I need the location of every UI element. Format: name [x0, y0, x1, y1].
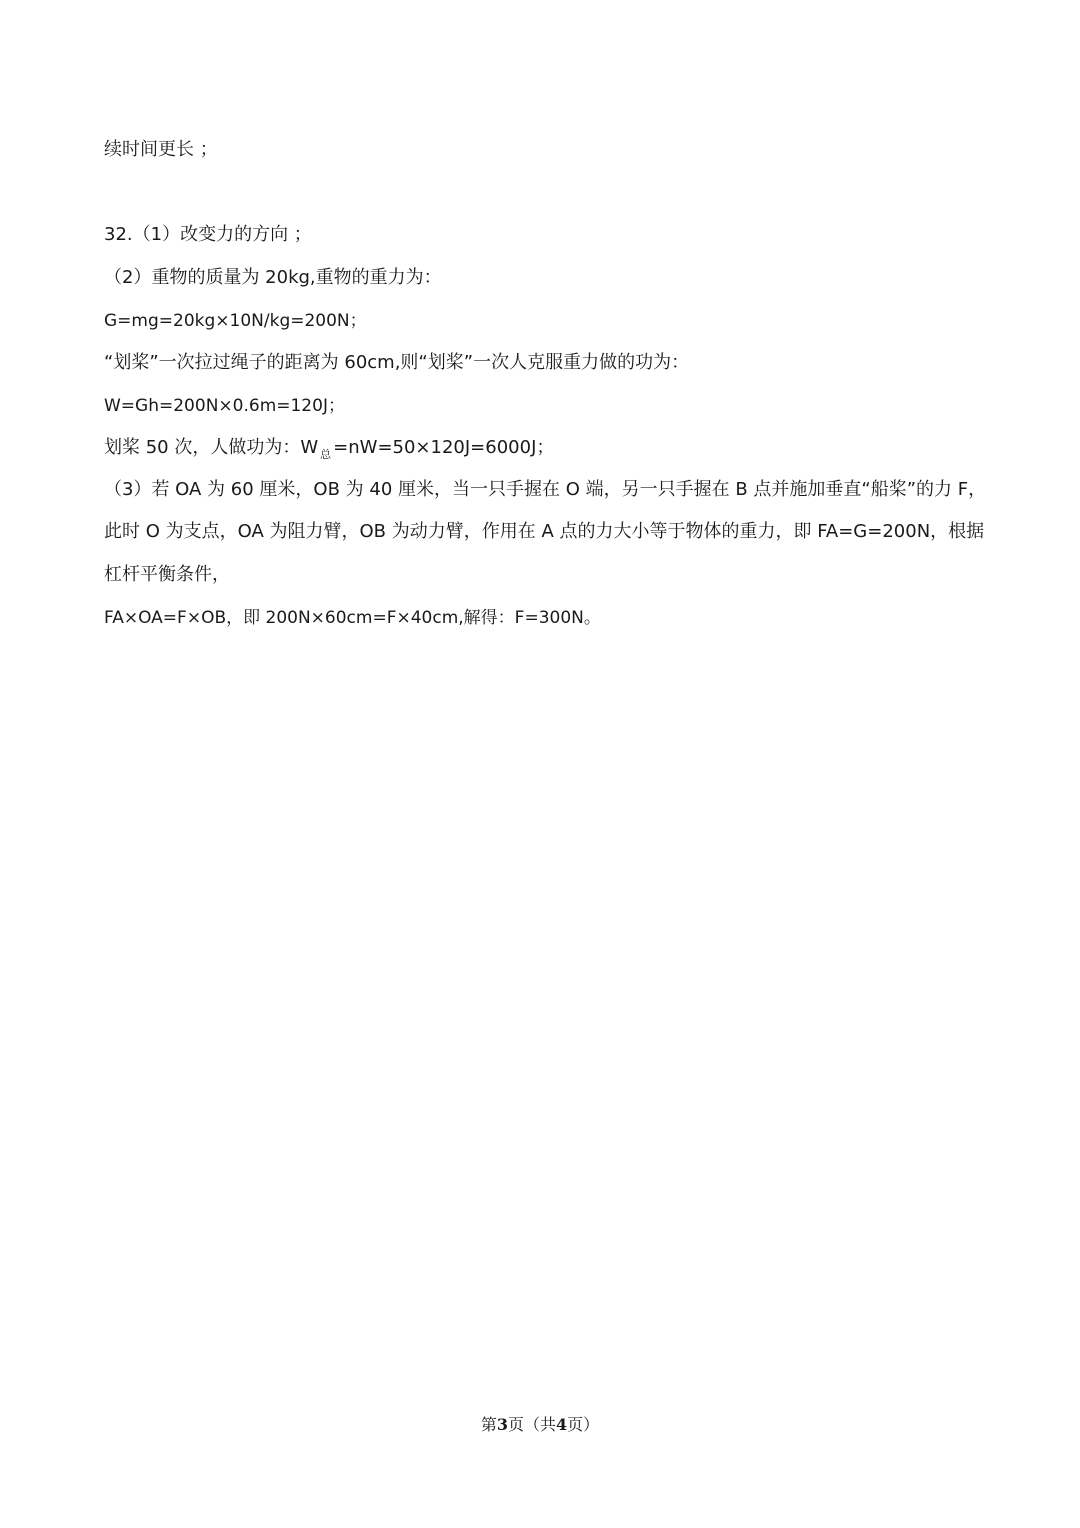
- footer-prefix: 第: [480, 1415, 497, 1434]
- question-32-part-3: （3）若 OA 为 60 厘米，OB 为 40 厘米，当一只手握在 O 端，另一只手握在 B 点并施加垂直“船桨”的力 F，: [104, 479, 987, 500]
- formula-gravity: G=mg=20kg×10N/kg=200N；: [104, 311, 367, 331]
- text-lever-condition: 杠杆平衡条件，: [104, 564, 230, 585]
- formula-lever-balance: FA×OA=F×OB，即 200N×60cm=F×40cm,解得：F=300N。: [104, 608, 601, 628]
- footer-suffix: 页）: [567, 1415, 600, 1434]
- page-footer: [0, 1414, 1080, 1436]
- question-32-part-2: （2）重物的质量为 20kg,重物的重力为：: [104, 267, 442, 288]
- question-32-part-1: 32.（1）改变力的方向 ；: [104, 224, 312, 245]
- text-rowing-distance: “划桨”一次拉过绳子的距离为 60cm,则“划桨”一次人克服重力做的功为：: [104, 352, 690, 373]
- text-total-work: [104, 436, 554, 462]
- total-work-subscript: 总: [320, 448, 332, 461]
- total-work-formula: =nW=50×120J=6000J；: [333, 437, 555, 458]
- formula-work: W=Gh=200N×0.6m=120J；: [104, 396, 345, 416]
- footer-page-number: 3: [496, 1415, 508, 1434]
- total-work-prefix: 划桨 50 次，人做功为：W: [104, 437, 319, 458]
- text-line-1: 续时间更长 ；: [104, 139, 218, 160]
- footer-total-pages: 4: [556, 1415, 568, 1434]
- footer-middle: 页（共: [507, 1415, 556, 1434]
- text-lever-arms: 此时 O 为支点，OA 为阻力臂，OB 为动力臂，作用在 A 点的力大小等于物体的重力，即 FA=G=200N，根据: [104, 521, 985, 542]
